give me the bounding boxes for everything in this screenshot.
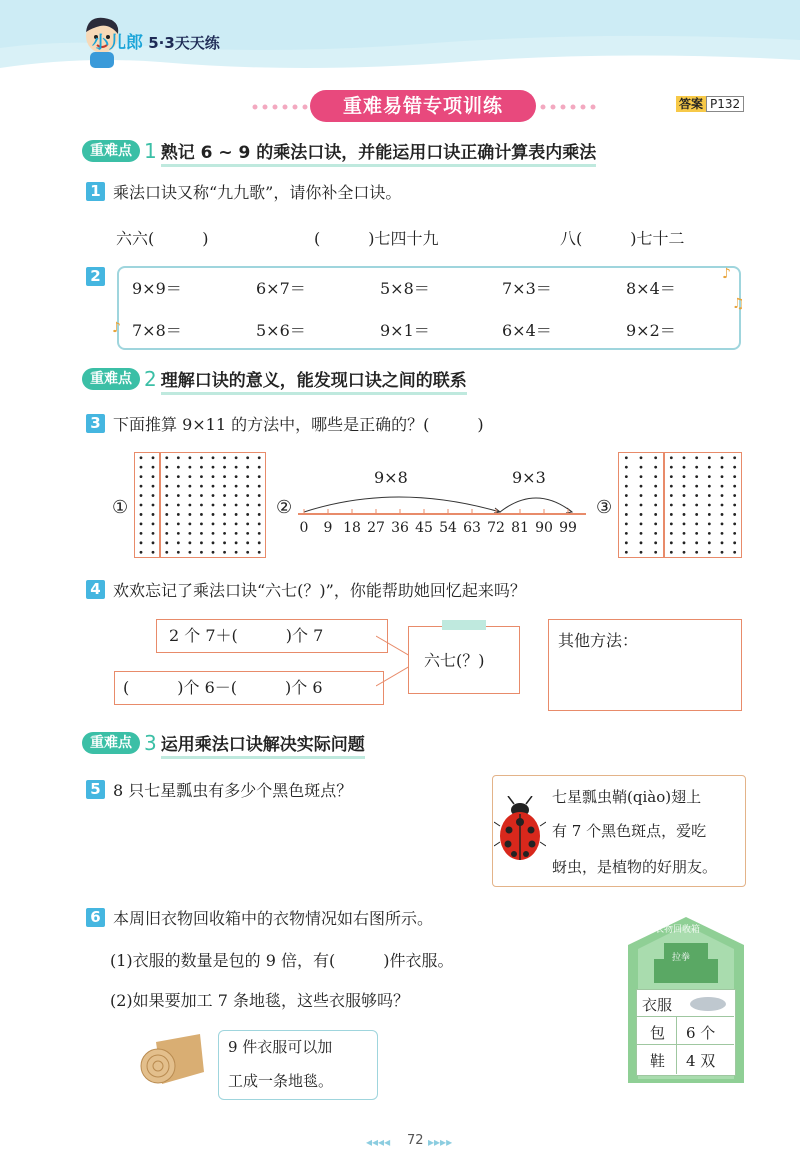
- tick-label: 99: [559, 520, 577, 536]
- method-box-b: ( )个 6－( )个 6: [114, 671, 384, 705]
- center-text: 六七(？): [424, 651, 485, 670]
- brand-series: 5·3天天练: [148, 34, 220, 52]
- q1-item-3: 八( )七十二: [560, 229, 685, 248]
- page-number-decor: ▸▸▸▸: [428, 1135, 453, 1149]
- table-cell: 6 个: [686, 1024, 716, 1042]
- answer-reference: [676, 95, 744, 112]
- section-title: 重难易错专项训练: [310, 90, 536, 122]
- dot-grid-large-3: [664, 452, 742, 558]
- question-text: 欢欢忘记了乘法口诀“六七(？)”，你能帮助她回忆起来吗？: [113, 581, 526, 600]
- tick-label: 18: [343, 520, 361, 536]
- q6-sub-1: (1)衣服的数量是包的 9 倍，有( )件衣服。: [110, 951, 454, 970]
- equation: 5×6＝: [256, 321, 306, 340]
- equation: 9×2＝: [626, 321, 676, 340]
- clothes-pile-icon: [688, 994, 728, 1012]
- key-point-text: 理解口诀的意义，能发现口诀之间的联系: [161, 371, 467, 395]
- tick-label: 9: [323, 520, 333, 536]
- key-point-number: 2: [144, 366, 157, 391]
- question-2: [86, 266, 113, 286]
- answer-page: P132: [706, 96, 744, 112]
- key-point-number: 1: [144, 138, 157, 163]
- equation: 5×8＝: [380, 279, 430, 298]
- q1-item-2: ( )七四十九: [314, 229, 439, 248]
- number-line: [296, 462, 596, 520]
- question-text: 乘法口诀又称“九九歌”，请你补全口诀。: [113, 183, 402, 202]
- option-1-label: ①: [112, 497, 129, 518]
- tick-label: 90: [535, 520, 553, 536]
- music-note-icon: ♪: [722, 266, 731, 282]
- method-box-a: 2 个 7＋( )个 7: [156, 619, 388, 653]
- question-number: 3: [86, 414, 105, 433]
- ladybug-info-line: 蚜虫，是植物的好朋友。: [552, 858, 718, 876]
- equation: 9×1＝: [380, 321, 430, 340]
- question-number: 5: [86, 780, 105, 799]
- question-text: 本周旧衣物回收箱中的衣物情况如右图所示。: [113, 909, 434, 928]
- equation: 7×8＝: [132, 321, 182, 340]
- table-divider: [676, 1016, 677, 1074]
- option-2-label: ②: [276, 497, 293, 518]
- key-point-badge: 重难点: [82, 368, 140, 390]
- bubble-line: 工成一条地毯。: [228, 1072, 334, 1090]
- ladybug-info-line: 有 7 个黑色斑点，爱吃: [552, 822, 707, 840]
- key-point-1: [82, 138, 596, 164]
- equation: 8×4＝: [626, 279, 676, 298]
- arc-label-2: 9×3: [512, 468, 546, 487]
- question-number: 1: [86, 182, 105, 201]
- question-text: 下面推算 9×11 的方法中，哪些是正确的？( ): [113, 415, 484, 434]
- brand: [92, 28, 220, 53]
- question-5: [86, 778, 352, 801]
- music-note-icon: ♪: [112, 320, 121, 336]
- table-cell: 包: [650, 1024, 666, 1042]
- question-6: [86, 906, 433, 929]
- tick-label: 54: [439, 520, 457, 536]
- page-number-decor: ◂◂◂◂: [366, 1135, 391, 1149]
- option-3-label: ③: [596, 497, 613, 518]
- question-1: [86, 180, 401, 203]
- table-divider: [636, 1044, 734, 1045]
- tick-label: 45: [415, 520, 433, 536]
- tape-decoration: [442, 620, 486, 630]
- arc-label-1: 9×8: [374, 468, 408, 487]
- question-number: 4: [86, 580, 105, 599]
- dot-grid-small-1: [134, 452, 160, 558]
- key-point-number: 3: [144, 730, 157, 755]
- q6-sub-2: (2)如果要加工 7 条地毯，这些衣服够吗？: [110, 991, 410, 1010]
- dot-grid-small-3: [618, 452, 664, 558]
- tick-label: 72: [487, 520, 505, 536]
- table-cell: 4 双: [686, 1052, 716, 1070]
- key-point-3: [82, 730, 365, 756]
- music-note-icon: ♫: [732, 296, 745, 312]
- question-3: [86, 412, 484, 435]
- brand-name: 小儿郎: [92, 33, 143, 53]
- connector-lines: [376, 630, 410, 690]
- table-divider: [636, 1016, 734, 1017]
- tick-label: 27: [367, 520, 385, 536]
- question-4: [86, 578, 526, 601]
- page-number: 72: [407, 1133, 424, 1148]
- equation: 6×7＝: [256, 279, 306, 298]
- key-point-badge: 重难点: [82, 732, 140, 754]
- equation: 9×9＝: [132, 279, 182, 298]
- table-cell: 衣服: [642, 996, 673, 1014]
- question-number: 6: [86, 908, 105, 927]
- title-dots-left: [252, 104, 308, 110]
- tick-label: 0: [299, 520, 309, 536]
- key-point-2: [82, 366, 467, 392]
- equation: 6×4＝: [502, 321, 552, 340]
- ladybug-icon: [494, 796, 546, 866]
- carpet-roll-icon: [140, 1032, 208, 1092]
- other-method-label: 其他方法：: [558, 631, 639, 650]
- table-cell: 鞋: [650, 1052, 666, 1070]
- tick-label: 63: [463, 520, 481, 536]
- bin-title: 旧衣物回收箱: [646, 925, 701, 935]
- tick-label: 81: [511, 520, 529, 536]
- bin-button: 拉拳: [672, 953, 691, 963]
- bubble-line: 9 件衣服可以加: [228, 1038, 333, 1056]
- dot-grid-large-1: [160, 452, 266, 558]
- key-point-text: 运用乘法口诀解决实际问题: [161, 735, 365, 759]
- key-point-badge: 重难点: [82, 140, 140, 162]
- tick-label: 36: [391, 520, 409, 536]
- equation: 7×3＝: [502, 279, 552, 298]
- q1-item-1: 六六( ): [116, 229, 209, 248]
- ladybug-info-line: 七星瓢虫鞘(qiào)翅上: [552, 788, 702, 806]
- question-text: 8 只七星瓢虫有多少个黑色斑点？: [113, 781, 353, 800]
- question-number: 2: [86, 267, 105, 286]
- key-point-text: 熟记 6 ~ 9 的乘法口诀，并能运用口诀正确计算表内乘法: [161, 143, 597, 167]
- answer-label: 答案: [676, 96, 706, 112]
- title-dots-right: [540, 104, 596, 110]
